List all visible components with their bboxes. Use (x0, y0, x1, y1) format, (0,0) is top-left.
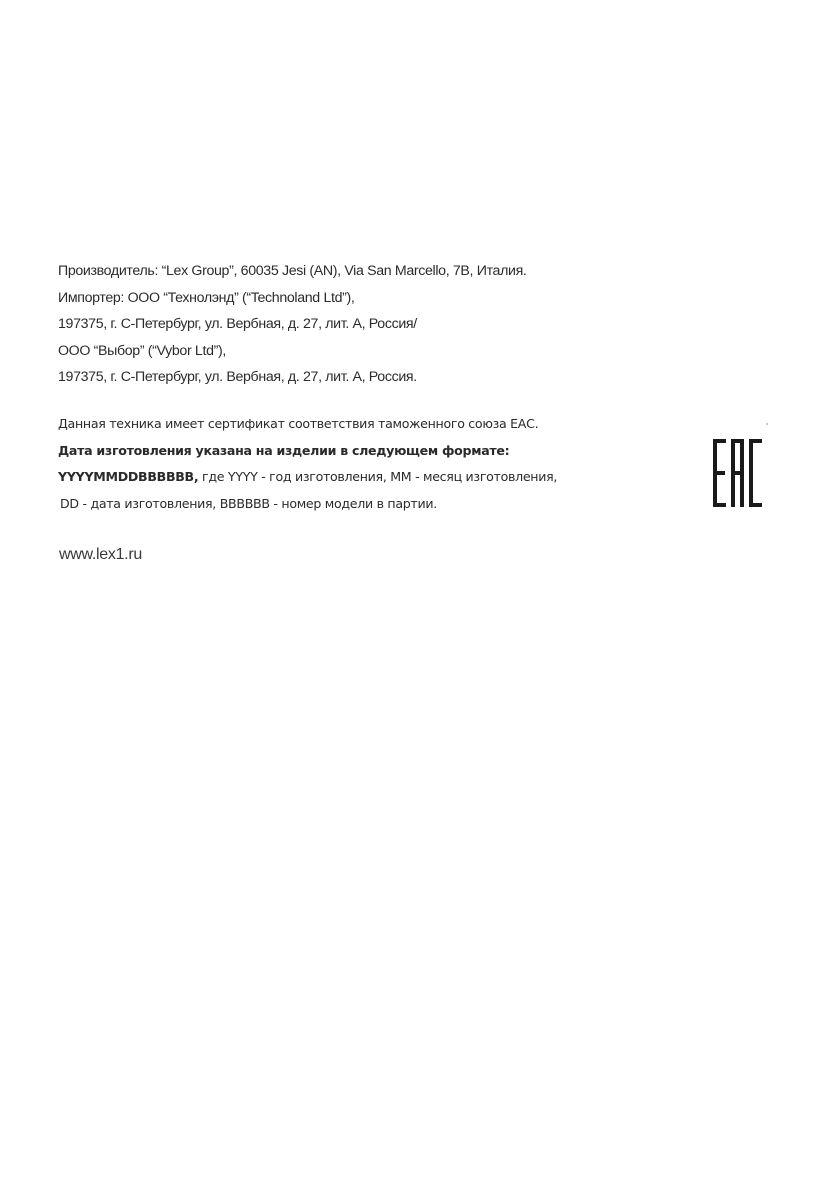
certification-line: Данная техника имеет сертификат соответствия таможенного союза ЕАС. (58, 416, 539, 431)
certification-info (58, 411, 658, 517)
second-importer-address-line: 197375, г. С-Петербург, ул. Вербная, д. 27, лит. А, Россия. (58, 369, 417, 385)
eac-letter-a (731, 439, 744, 507)
date-format-explanation: где YYYY - год изготовления, ММ - месяц изготовления, (198, 469, 558, 484)
date-format-code: YYYYMMDDBBBBBB, (58, 469, 199, 484)
manufacturer-line: Производитель: “Lex Group”, 60035 Jesi (AN), Via San Marcello, 7B, Италия. (58, 263, 527, 279)
scan-speck (766, 423, 768, 425)
website-link[interactable]: www.lex1.ru (59, 546, 142, 563)
date-format-description-cont: DD - дата изготовления, BBBBBB - номер модели в партии. (60, 495, 437, 511)
eac-letter-e (713, 439, 726, 507)
manufacturer-info (58, 258, 618, 391)
date-format-description (58, 464, 658, 491)
second-importer-line: ООО “Выбор” (“Vybor Ltd”), (58, 342, 226, 359)
importer-address-line: 197375, г. С-Петербург, ул. Вербная, д. 27, лит. А, Россия/ (58, 316, 417, 332)
importer-line: Импортер: ООО “Технолэнд” (“Technoland Ltd”), (58, 289, 355, 306)
eac-letter-c (749, 439, 762, 507)
eac-mark-icon (713, 439, 762, 507)
date-format-line: Дата изготовления указана на изделии в следующем формате: (58, 442, 510, 458)
